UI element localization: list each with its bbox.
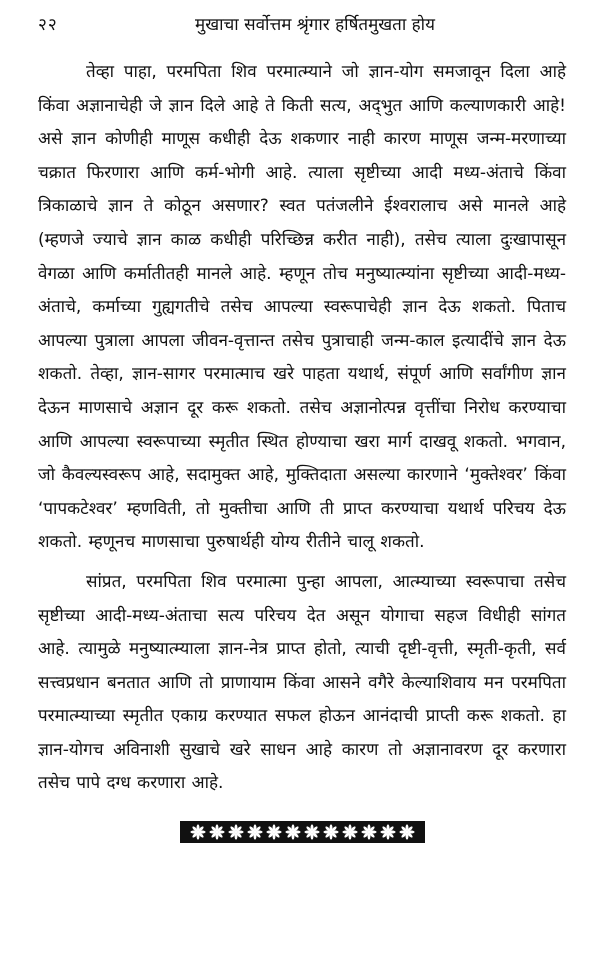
flower-icon (342, 824, 358, 840)
flower-icon (304, 824, 320, 840)
flower-icon (285, 824, 301, 840)
paragraph-2: सांप्रत, परमपिता शिव परमात्मा पुन्हा आपला, आत्म्याच्या स्वरूपाचा तसेच सृष्टीच्या आदी-मध्य-अंताचा सत्य परिचय देत असून योगाचा सहज विधीही सांगत आहे. त्यामुळे मनुष्यात्म्याला ज्ञान-नेत्र प्राप्त होतो, त्याची दृष्टी-वृत्ती, स्मृती-कृती, सर्व सत्त्वप्रधान बनतात आणि तो प्राणायाम किंवा आसने वगैरे केल्याशिवाय मन परमपिता परमात्म्याच्या स्मृतीत एकाग्र करण्यात सफल होऊन आनंदाची प्राप्ती करू शकतो. हा ज्ञान-योगच अविनाशी सुखाचे खरे साधन आहे कारण तो अज्ञानावरण दूर करणारा तसेच पापे दग्ध करणारा आहे. (38, 571, 566, 794)
paragraph-1: तेव्हा पाहा, परमपिता शिव परमात्म्याने जो ज्ञान-योग समजावून दिला आहे किंवा अज्ञानाचेही जे ज्ञान दिले आहे ते किती सत्य, अद्‌भुत आणि कल्याणकारी आहे! असे ज्ञान कोणीही माणूस कधीही देऊ शकणार नाही कारण माणूस जन्म-मरणाच्या चक्रात फिरणारा आणि कर्म-भोगी आहे. त्याला सृष्टीच्या आदी मध्य-अंताचे किंवा त्रिकाळाचे ज्ञान ते कोठून असणार? स्वत पतंजलीने ईश्वरालाच असे मानले आहे (म्हणजे ज्याचे ज्ञान काळ कधीही परिच्छिन्न करीत नाही), तसेच त्याला दुःखापासून वेगळा आणि कर्मातीतही मानले आहे. म्हणून तोच मनुष्यात्म्यांना सृष्टीच्या आदी-मध्य-अंताचे, कर्माच्या गुह्यगतीचे तसेच आपल्या स्वरूपाचेही ज्ञान देऊ शकतो. पिताच आपल्या पुत्राला आपला जीवन-वृत्तान्त तसेच पुत्राचाही जन्म-काल इत्यादींचे ज्ञान देऊ शकतो. तेव्हा, ज्ञान-सागर परमात्माच खरे पाहता यथार्थ, संपूर्ण आणि सर्वांगीण ज्ञान देऊन माणसाचे अज्ञान दूर करू शकतो. तसेच अज्ञानोत्पन्न वृत्तींचा निरोध करण्याचा आणि आपल्या स्वरूपाच्या स्मृतीत स्थित होण्याचा खरा मार्ग दाखवू शकतो. भगवान, जो कैवल्यस्वरूप आहे, सदामुक्त आहे, मुक्तिदाता असल्या कारणाने ‘मुक्तेश्वर’ किंवा ‘पापकटेश्वर’ म्हणविती, तो मुक्तीचा आणि ती प्राप्त करण्याचा यथार्थ परिचय देऊ शकतो. म्हणूनच माणसाचा पुरुषार्थही योग्य रीतीने चालू शकतो. (38, 62, 566, 553)
body-text (38, 56, 566, 801)
flower-icon (361, 824, 377, 840)
flower-icon (190, 824, 206, 840)
ornamental-divider (38, 821, 566, 843)
page-number: २२ (38, 15, 58, 35)
flower-icon (266, 824, 282, 840)
running-head (38, 8, 566, 42)
flower-icon (380, 824, 396, 840)
page-title: मुखाचा सर्वोत्तम श्रृंगार हर्षितमुखता होय (195, 15, 435, 35)
flower-icon (399, 824, 415, 840)
flower-icon (228, 824, 244, 840)
flower-icon (209, 824, 225, 840)
ornament-band (180, 821, 425, 843)
flower-icon (323, 824, 339, 840)
flower-icon (247, 824, 263, 840)
